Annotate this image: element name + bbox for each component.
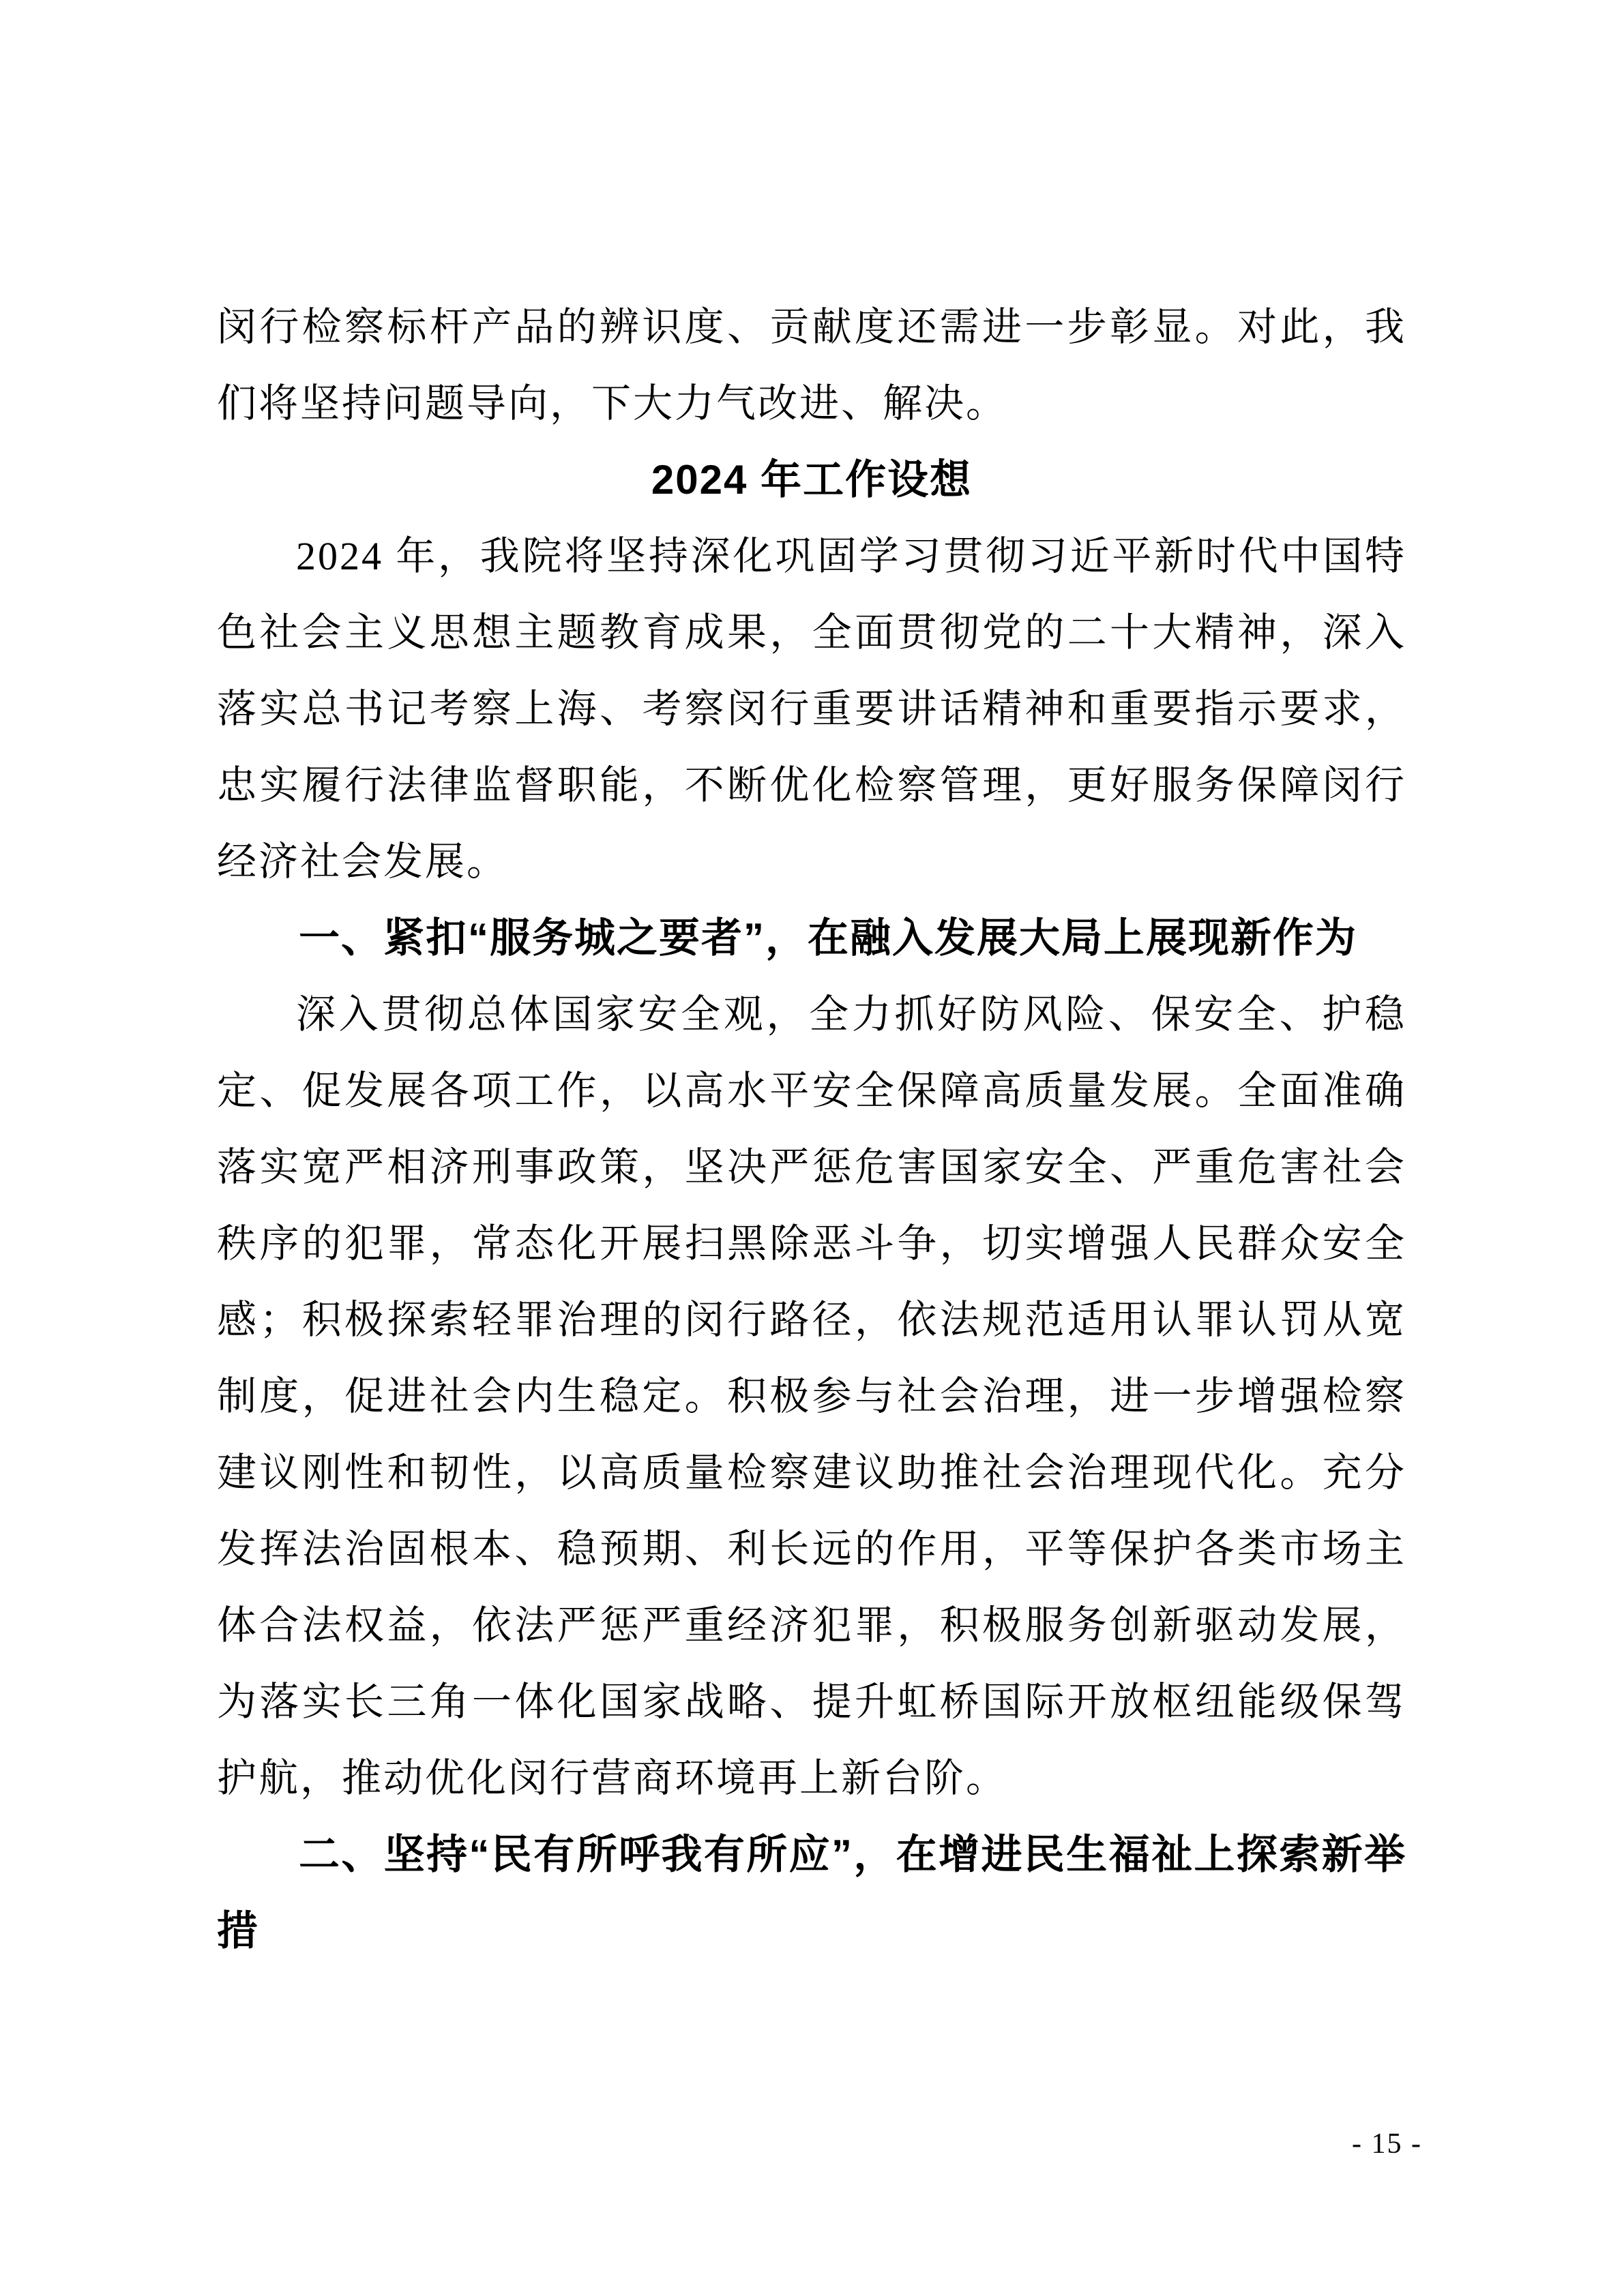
document-body — [217, 289, 1406, 1969]
paragraph-section-one-body: 深入贯彻总体国家安全观，全力抓好防风险、保安全、护稳定、促发展各项工作，以高水平安全保障高质量发展。全面准确落实宽严相济刑事政策，坚决严惩危害国家安全、严重危害社会秩序的犯罪，常态化开展扫黑除恶斗争，切实增强人民群众安全感；积极探索轻罪治理的闵行路径，依法规范适用认罪认罚从宽制度，促进社会内生稳定。积极参与社会治理，进一步增强检察建议刚性和韧性，以高质量检察建议助推社会治理现代化。充分发挥法治固根本、稳预期、利长远的作用，平等保护各类市场主体合法权益，依法严惩严重经济犯罪，积极服务创新驱动发展，为落实长三角一体化国家战略、提升虹桥国际开放枢纽能级保驾护航，推动优化闵行营商环境再上新台阶。 — [217, 992, 1406, 1800]
paragraph-continuation: 闵行检察标杆产品的辨识度、贡献度还需进一步彰显。对此，我们将坚持问题导向，下大力气改进、解决。 — [217, 305, 1406, 426]
heading-section-two: 二、坚持“民有所呼我有所应”，在增进民生福祉上探索新举措 — [217, 1832, 1406, 1954]
section-title-2024-work-plan: 2024 年工作设想 — [651, 457, 973, 503]
page-number: - 15 - — [1352, 2128, 1422, 2160]
paragraph-overview: 2024 年，我院将坚持深化巩固学习贯彻习近平新时代中国特色社会主义思想主题教育成果，全面贯彻党的二十大精神，深入落实总书记考察上海、考察闵行重要讲话精神和重要指示要求，忠实履行法律监督职能，不断优化检察管理，更好服务保障闵行经济社会发展。 — [217, 534, 1406, 884]
heading-section-one: 一、紧扣“服务城之要者”，在融入发展大局上展现新作为 — [299, 915, 1357, 961]
